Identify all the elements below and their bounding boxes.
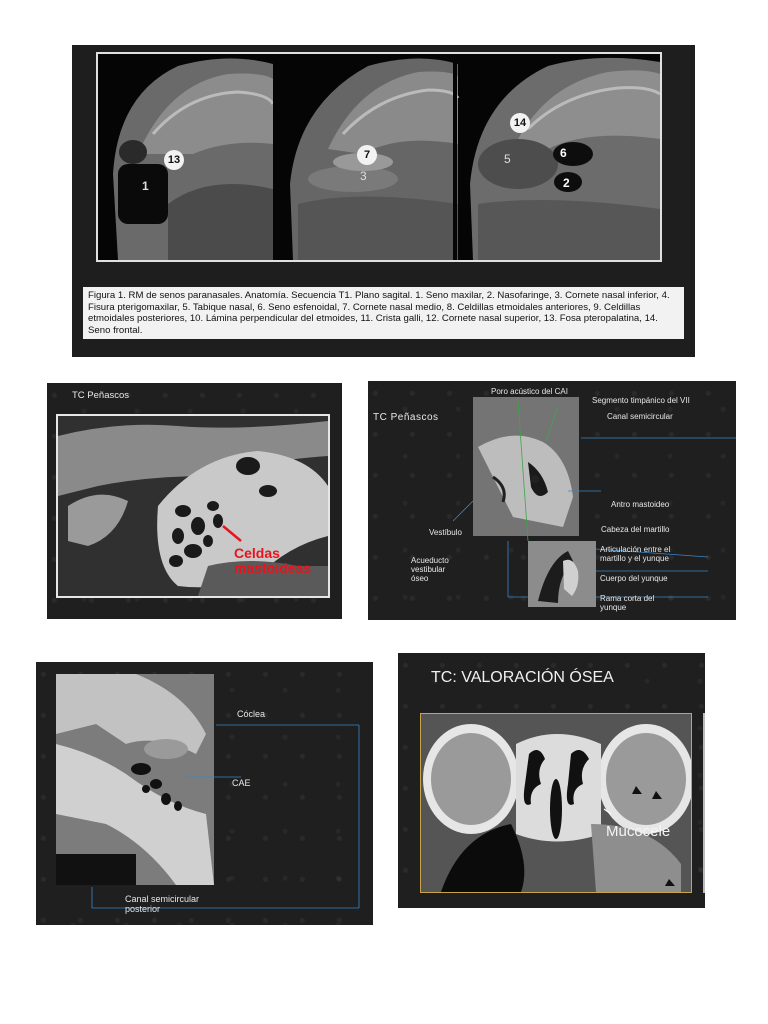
label-canal-posterior-2: posterior [125, 904, 161, 914]
slide-osea [398, 653, 705, 908]
label-canal: Canal semicircular [607, 412, 673, 421]
label-canal-posterior-1: Canal semicircular [125, 894, 200, 904]
figure1-image-frame [96, 52, 662, 262]
label-cabeza: Cabeza del martillo [601, 525, 670, 534]
slide-title: TC Peñascos [373, 412, 439, 423]
annotation-line2: mastoideas [234, 560, 312, 576]
cochlea-leader-lines [36, 662, 373, 925]
label-6: 6 [560, 146, 567, 160]
figure1-caption: Figura 1. RM de senos paranasales. Anatomía. Secuencia T1. Plano sagital. 1. Seno maxilar, 2. Nasofaringe, 3. Cornete nasal inferior, 4. Fisura pterigomaxilar, 5. Tabique nasal, 6. Seno esfenoidal, 7. Cornete nasal medio, 8. Celdillas etmoidales anteriores, 9. Celdillas etmoidales posteriores, 10. Lámina perpendicular del etmoides, 11. Crista galli, 12. Cornete nasal superior, 13. Fosa pteropalatina, 14. Seno frontal. [83, 287, 684, 339]
label-segmento: Segmento timpánico del VII [592, 396, 690, 405]
label-7: 7 [357, 145, 377, 165]
annotation-celdas [234, 546, 311, 576]
label-acueducto-3: óseo [411, 574, 429, 583]
figure1-panel [72, 45, 695, 357]
label-2: 2 [563, 176, 570, 190]
annotation-line1: Celdas [234, 545, 280, 561]
label-articulacion-2: martillo y el yunque [600, 554, 669, 563]
label-cae: CAE [232, 778, 251, 788]
label-rama [600, 594, 654, 612]
label-3: 3 [360, 169, 367, 183]
label-acueducto-2: vestibular [411, 565, 446, 574]
label-5: 5 [504, 152, 511, 166]
label-antro: Antro mastoideo [611, 500, 670, 509]
label-rama-2: yunque [600, 603, 627, 612]
label-cuerpo: Cuerpo del yunque [600, 574, 668, 583]
label-13: 13 [164, 150, 184, 170]
annotation-mucocele: Mucocele [606, 823, 671, 840]
sinus-ct-image [420, 713, 692, 893]
slide-title: TC Peñascos [72, 390, 130, 401]
label-poro: Poro acústico del CAI [491, 387, 568, 396]
label-acueducto-1: Acueducto [411, 556, 449, 565]
label-coclea: Cóclea [237, 709, 266, 719]
label-rama-1: Rama corta del [600, 594, 655, 603]
label-articulacion [600, 545, 670, 563]
slide-mastoid [47, 383, 342, 619]
slide-petrous [368, 381, 736, 620]
slide-cochlea [36, 662, 373, 925]
label-vestibulo: Vestíbulo [429, 528, 462, 537]
slide-edge-strip [703, 713, 705, 893]
petrous-leader-lines [368, 381, 736, 620]
slide-title: TC: VALORACIÓN ÓSEA [431, 669, 614, 686]
mastoid-ct-image [56, 414, 330, 598]
label-1: 1 [142, 179, 149, 193]
label-acueducto [411, 556, 449, 583]
label-canal-posterior [125, 894, 199, 914]
label-14: 14 [510, 113, 530, 133]
label-articulacion-1: Articulación entre el [600, 545, 671, 554]
mri-slice-1 [113, 54, 277, 260]
